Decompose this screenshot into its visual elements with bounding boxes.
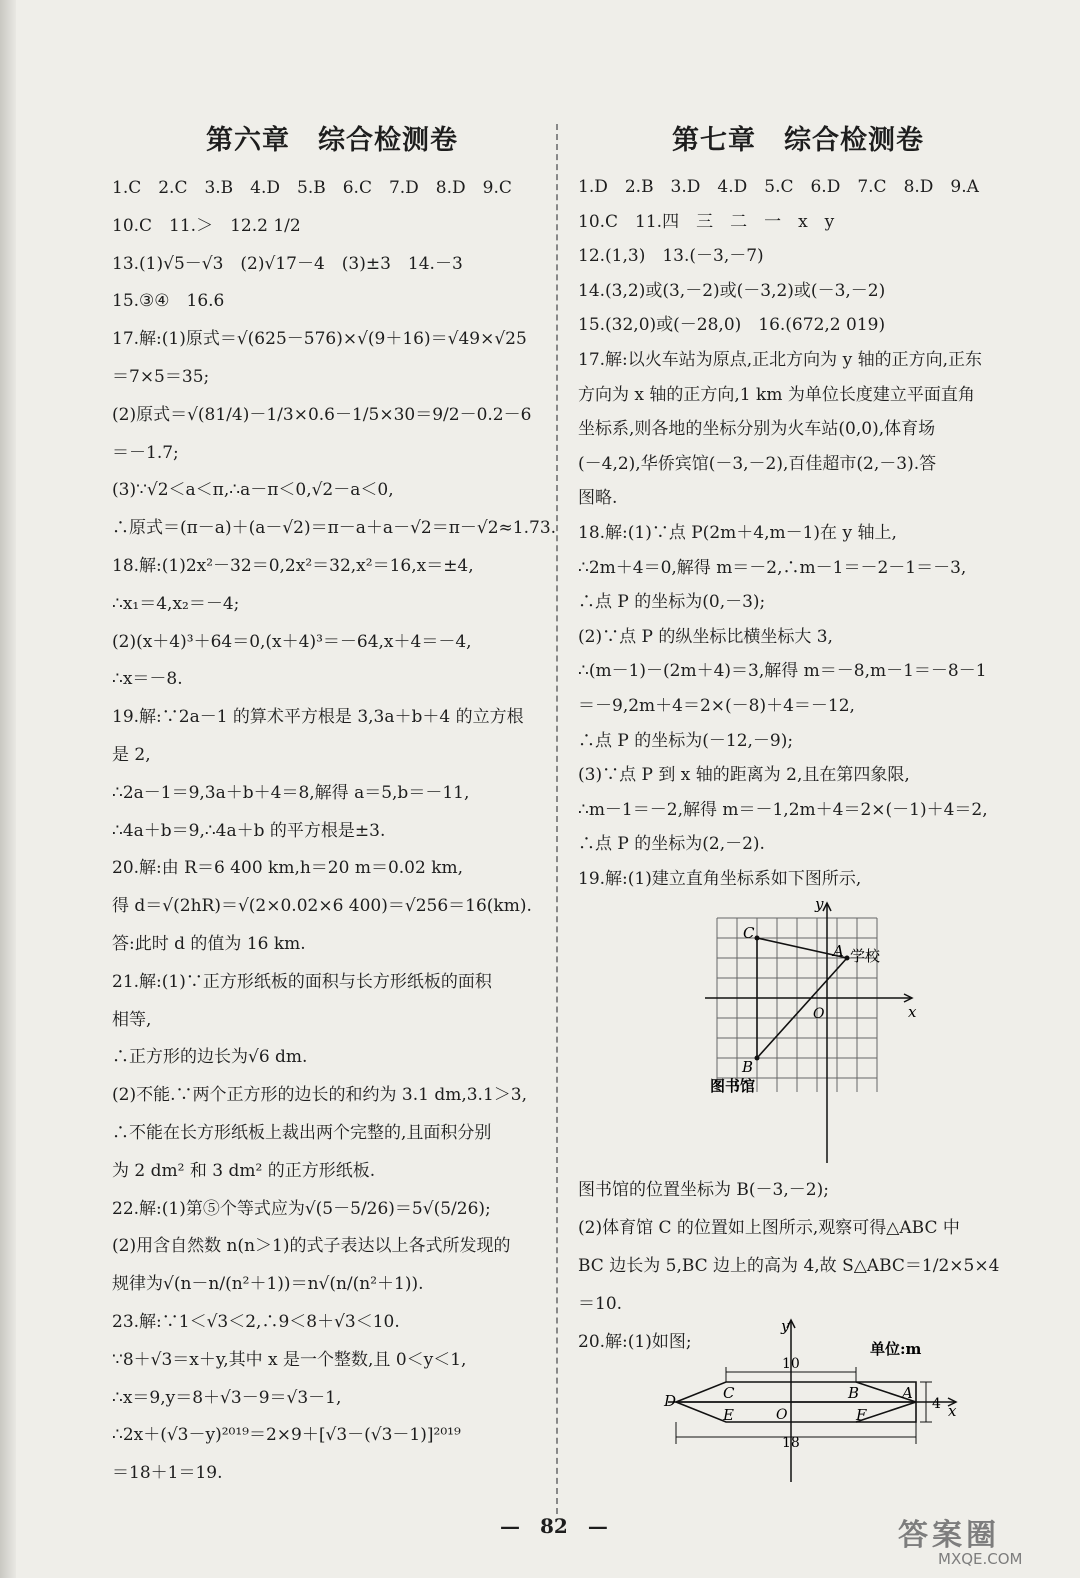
axes bbox=[705, 903, 912, 1163]
chapter-7-title: 第七章 综合检测卷 bbox=[672, 125, 924, 156]
answer-line: ＝18＋1＝19. bbox=[112, 1463, 223, 1484]
label-b-2: B bbox=[848, 1384, 860, 1402]
answer-line: 17.解:(1)原式＝√(625－576)×√(9＋16)＝√49×√25 bbox=[112, 329, 527, 350]
answer-line: ∴x＝9,y＝8＋√3－9＝√3－1, bbox=[112, 1387, 342, 1408]
answer-line: ＝10. bbox=[578, 1294, 623, 1315]
label-c: C bbox=[743, 924, 755, 942]
answer-line: 13.(1)√5－√3 (2)√17－4 (3)±3 14.－3 bbox=[112, 253, 463, 274]
answer-line: (2)原式＝√(81/4)－1/3×0.6－1/5×30＝9/2－0.2－6 bbox=[112, 404, 532, 425]
label-school: 学校 bbox=[850, 947, 881, 965]
answer-line: 18.解:(1)∵点 P(2m＋4,m－1)在 y 轴上, bbox=[578, 522, 897, 543]
answer-line: 20.解:(1)如图; bbox=[578, 1332, 692, 1353]
chapter-7-column bbox=[578, 118, 1018, 1361]
x-axis-label: x bbox=[908, 1003, 917, 1021]
answer-line: 10.C 11.＞ 12.2 1/2 bbox=[112, 215, 301, 236]
watermark-logo bbox=[868, 1510, 1068, 1570]
answer-line: (3)∵√2＜a＜π,∴a－π＜0,√2－a＜0, bbox=[112, 480, 394, 501]
label-d: D bbox=[664, 1392, 677, 1410]
point-a bbox=[845, 956, 850, 961]
answer-line: ∴2a－1＝9,3a＋b＋4＝8,解得 a＝5,b＝－11, bbox=[112, 782, 470, 803]
answer-line: (2)不能.∵两个正方形的边长的和约为 3.1 dm,3.1＞3, bbox=[112, 1085, 527, 1106]
y-axis-label: y bbox=[815, 895, 824, 913]
answer-line: ∴不能在长方形纸板上裁出两个完整的,且面积分别 bbox=[112, 1122, 492, 1143]
watermark-url: MXQE.COM bbox=[938, 1550, 1023, 1568]
chapter-6-answers bbox=[112, 170, 557, 1493]
answer-line: ＝－1.7; bbox=[112, 442, 179, 463]
answer-line: 19.解:∵2a－1 的算术平方根是 3,3a＋b＋4 的立方根 bbox=[112, 707, 524, 728]
answer-line: ∴4a＋b＝9,∴4a＋b 的平方根是±3. bbox=[112, 820, 386, 841]
answer-line: ＝－9,2m＋4＝2×(－8)＋4＝－12, bbox=[578, 695, 855, 716]
x-axis-label-2: x bbox=[948, 1402, 957, 1420]
label-a: A bbox=[833, 942, 844, 960]
width-10-label: 10 bbox=[782, 1356, 800, 1372]
answer-line: 23.解:∵1＜√3＜2,∴9＜8＋√3＜10. bbox=[112, 1311, 400, 1332]
label-a-2: A bbox=[902, 1384, 913, 1402]
answer-line: 为 2 dm² 和 3 dm² 的正方形纸板. bbox=[112, 1160, 376, 1181]
label-f: F bbox=[856, 1406, 867, 1424]
answer-line: 规律为√(n－n/(n²＋1))＝n√(n/(n²＋1)). bbox=[112, 1274, 424, 1295]
answer-line: ＝7×5＝35; bbox=[112, 366, 210, 387]
chapter-6-title: 第六章 综合检测卷 bbox=[206, 125, 458, 156]
answer-line: 答:此时 d 的值为 16 km. bbox=[112, 933, 306, 954]
hexagon-shape bbox=[676, 1382, 916, 1422]
answer-line: 12.(1,3) 13.(－3,－7) bbox=[578, 246, 764, 267]
answer-line: 15.(32,0)或(－28,0) 16.(672,2 019) bbox=[578, 315, 886, 336]
label-e: E bbox=[723, 1406, 734, 1424]
answer-line: (2)(x＋4)³＋64＝0,(x＋4)³＝－64,x＋4＝－4, bbox=[112, 631, 472, 652]
answer-line: 方向为 x 轴的正方向,1 km 为单位长度建立平面直角 bbox=[578, 384, 975, 405]
answer-line: 图书馆的位置坐标为 B(－3,－2); bbox=[578, 1180, 829, 1201]
answer-line: 20.解:由 R＝6 400 km,h＝20 m＝0.02 km, bbox=[112, 858, 464, 879]
page-number: — 82 — bbox=[500, 1514, 608, 1538]
answer-line: ∴(m－1)－(2m＋4)＝3,解得 m＝－8,m－1＝－8－1 bbox=[578, 661, 987, 682]
unit-label: 单位:m bbox=[870, 1340, 922, 1358]
answer-line: (2)体育馆 C 的位置如上图所示,观察可得△ABC 中 bbox=[578, 1218, 960, 1239]
grid-lines bbox=[717, 918, 877, 1092]
hexagon-figure bbox=[660, 1312, 970, 1487]
dimension-lines bbox=[676, 1367, 932, 1444]
answer-line: 坐标系,则各地的坐标分别为火车站(0,0),体育场 bbox=[578, 419, 936, 440]
origin-label: O bbox=[813, 1006, 825, 1022]
answer-line: (－4,2),华侨宾馆(－3,－2),百佳超市(2,－3).答 bbox=[578, 453, 937, 474]
answer-line: 22.解:(1)第⑤个等式应为√(5－5/26)＝5√(5/26); bbox=[112, 1198, 491, 1219]
answer-line: ∴2m＋4＝0,解得 m＝－2,∴m－1＝－2－1＝－3, bbox=[578, 557, 967, 578]
width-18-label: 18 bbox=[782, 1435, 800, 1451]
answer-line: ∴x＝－8. bbox=[112, 669, 183, 690]
answer-line: 得 d＝√(2hR)＝√(2×0.02×6 400)＝√256＝16(km). bbox=[112, 896, 532, 917]
origin-label-2: O bbox=[776, 1407, 788, 1423]
coordinate-grid-figure bbox=[700, 895, 930, 1170]
answer-line: ∴原式＝(π－a)＋(a－√2)＝π－a＋a－√2＝π－√2≈1.73. bbox=[112, 518, 557, 539]
answer-line: 相等, bbox=[112, 1009, 152, 1030]
answer-line: ∴x₁＝4,x₂＝－4; bbox=[112, 593, 240, 614]
answer-line: 21.解:(1)∵正方形纸板的面积与长方形纸板的面积 bbox=[112, 971, 492, 992]
chapter-6-column bbox=[112, 118, 557, 1493]
label-library: 图书馆 bbox=[710, 1077, 756, 1095]
page-binding-edge bbox=[0, 0, 16, 1578]
answer-line: ∵8＋√3＝x＋y,其中 x 是一个整数,且 0＜y＜1, bbox=[112, 1349, 467, 1370]
answer-line: ∴点 P 的坐标为(0,－3); bbox=[578, 592, 766, 613]
answer-line: (2)用含自然数 n(n＞1)的式子表达以上各式所发现的 bbox=[112, 1236, 511, 1257]
answer-line: 14.(3,2)或(3,－2)或(－3,2)或(－3,－2) bbox=[578, 280, 886, 301]
column-divider bbox=[556, 124, 558, 1514]
answer-line: ∴点 P 的坐标为(－12,－9); bbox=[578, 730, 794, 751]
answer-line: 18.解:(1)2x²－32＝0,2x²＝32,x²＝16,x＝±4, bbox=[112, 555, 474, 576]
label-b: B bbox=[742, 1058, 754, 1076]
page-number-value: 82 bbox=[540, 1514, 568, 1538]
answer-line: 10.C 11.四 三 二 一 x y bbox=[578, 211, 835, 232]
answer-line: 17.解:以火车站为原点,正北方向为 y 轴的正方向,正东 bbox=[578, 349, 982, 370]
y-axis-label-2: y bbox=[781, 1317, 790, 1335]
height-4-label: 4 bbox=[932, 1396, 941, 1412]
answer-line: 15.③④ 16.6 bbox=[112, 291, 225, 312]
answer-line: 19.解:(1)建立直角坐标系如下图所示, bbox=[578, 868, 862, 889]
answer-line: ∴正方形的边长为√6 dm. bbox=[112, 1047, 308, 1068]
label-c-2: C bbox=[723, 1384, 735, 1402]
chapter-7-answers bbox=[578, 170, 1018, 896]
watermark-text: 答案圈 bbox=[898, 1518, 1000, 1553]
point-c bbox=[755, 936, 760, 941]
answer-line: BC 边长为 5,BC 边上的高为 4,故 S△ABC＝1/2×5×4 bbox=[578, 1256, 1000, 1277]
answer-line: (2)∵点 P 的纵坐标比横坐标大 3, bbox=[578, 626, 833, 647]
answer-line: 是 2, bbox=[112, 744, 151, 765]
point-b bbox=[755, 1056, 760, 1061]
answer-line: ∴点 P 的坐标为(2,－2). bbox=[578, 834, 765, 855]
answer-line: (3)∵点 P 到 x 轴的距离为 2,且在第四象限, bbox=[578, 765, 910, 786]
answer-line: 图略. bbox=[578, 488, 618, 509]
answer-line: ∴m－1＝－2,解得 m＝－1,2m＋4＝2×(－1)＋4＝2, bbox=[578, 799, 988, 820]
answer-line: 1.C 2.C 3.B 4.D 5.B 6.C 7.D 8.D 9.C bbox=[112, 178, 512, 198]
answer-line: ∴2x＋(√3－y)²⁰¹⁹＝2×9＋[√3－(√3－1)]²⁰¹⁹ bbox=[112, 1425, 461, 1446]
answer-line: 1.D 2.B 3.D 4.D 5.C 6.D 7.C 8.D 9.A bbox=[578, 177, 979, 197]
